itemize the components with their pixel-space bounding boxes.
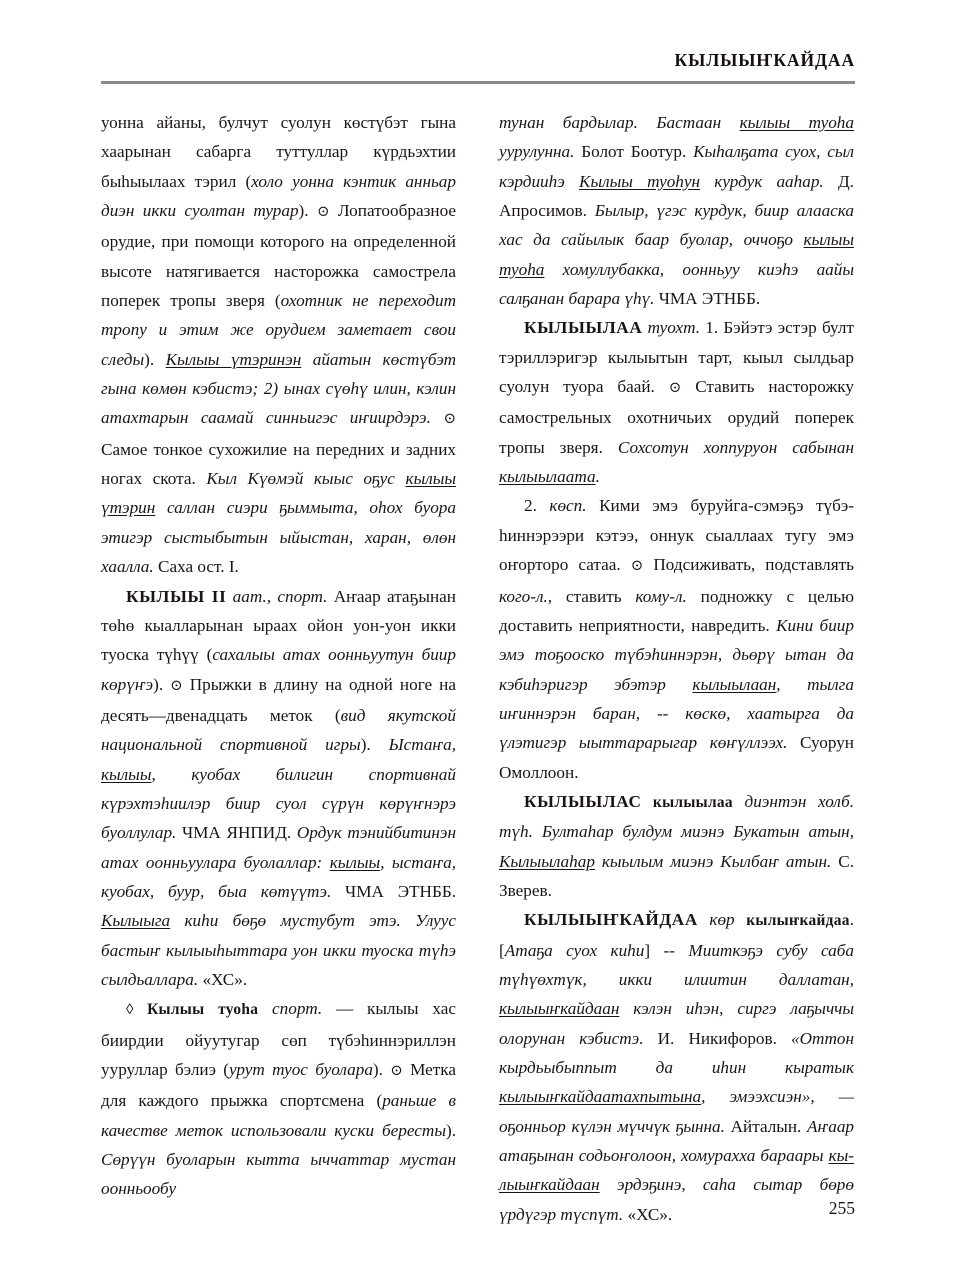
cited-form: кылыы үтэрин — [101, 469, 456, 518]
header-divider-rule — [101, 81, 855, 84]
definition-text: уонна айаны, булчут суолун көстүбэт гына хаарынан сабарга туттуллар күрдьэхтии быһыылаах тэрил ( — [101, 113, 456, 191]
example-text: туохт. — [642, 318, 701, 338]
headword-reference: кылыҥкайдаа — [746, 912, 850, 930]
headword: КЫЛЫЫ II — [126, 586, 227, 606]
cited-form: кылыы — [101, 764, 152, 784]
example-text: кого-л. — [499, 586, 548, 606]
definition-text: ЧМА ЭТНББ. — [654, 289, 761, 309]
sense-marker-icon: ⊙ — [630, 558, 644, 575]
definition-text: ). — [445, 1120, 456, 1140]
cited-form: Кылыы үтэринэн — [165, 349, 302, 369]
definition-text: «ХС». — [198, 969, 248, 989]
definition-text: «ХС». — [623, 1204, 673, 1224]
sense-marker-icon: ⊙ — [390, 1063, 403, 1079]
example-text: диэнтэн холб. түһ. Бултаһар булдум миэнэ Букатын атын, — [499, 791, 855, 842]
sense-marker-icon: ⊙ — [668, 380, 682, 397]
example-text: Ордук тэнийбитинэн атах оонньуулара буолаллар: — [101, 823, 456, 872]
example-text: урут туос буолара — [229, 1060, 373, 1079]
example-text: Кини биир эмэ тоҕооско түбэһиннэрэн, дьөрү ытан да кэбиһэригэр эбэтэр — [499, 615, 854, 694]
definition-text: Болот Боотур. — [574, 142, 694, 162]
headword-reference: кылыылаа — [641, 793, 733, 811]
sense-marker-icon: ⊙ — [316, 204, 330, 221]
definition-text: И. Никифоров. — [643, 1028, 792, 1048]
example-text: , ыстаҥа, куобах, буур, быа көтүүтэ. — [101, 852, 456, 901]
definition-text: Айталын. — [724, 1116, 808, 1136]
example-text: спорт. — [258, 999, 323, 1019]
example-text: Мииткэҕэ субу саба түһүөхтүк, икки илиитин даллатан, — [499, 940, 854, 989]
sense-marker-icon: ⊙ — [443, 411, 457, 428]
entry-paragraph — [499, 313, 854, 491]
cited-form: Кылыыга — [101, 911, 171, 931]
entry-paragraph — [499, 787, 854, 905]
entry-paragraph — [101, 108, 456, 582]
example-text: кыылым миэнэ Кылбаҥ атын. — [594, 851, 832, 871]
cited-form: кылыы туоһа — [739, 113, 854, 132]
running-header-title: КЫЛЫЫҤКАЙДАА — [674, 50, 855, 70]
definition-text: , ставить — [547, 586, 636, 606]
entry-paragraph — [499, 108, 854, 313]
definition-text: — кылыы хас биирдии ойуутугар сөп түбэһиннэриллэн ууруллар бэлиэ ( — [101, 999, 456, 1079]
example-text: эрдэҕинэ, саһа сытар бөрө үрдүгэр түспүт. — [499, 1175, 854, 1224]
cited-form: кылыыҥкайдаатахпытына — [499, 1087, 702, 1107]
definition-text: ЧМА ЭТНББ. — [331, 881, 456, 901]
example-text: тунан бардылар. Бастаан — [499, 113, 740, 132]
cited-form: кылыы — [329, 852, 381, 872]
headword: КЫЛЫЫЛАА — [524, 318, 643, 338]
cited-form: кылыылаата — [499, 467, 596, 487]
definition-text: ). — [372, 1060, 391, 1079]
example-text: , тылга иҥиннэрэн баран, -- көскө, хаатырга да үлэтигэр ыыттарарыгар көҥүллээх. — [499, 674, 854, 753]
phrase-marker-icon: ◊ — [126, 1002, 134, 1019]
example-text: , эмээхсиэн», — оҕонньор күлэн мүччүк ҕынна. — [499, 1087, 854, 1136]
example-text: «Оттон кырдьыбыппыт да иһин кыратык — [499, 1028, 854, 1077]
definition-text: Суорун Омоллоон. — [499, 733, 854, 782]
cited-form: Кылыылаһар — [499, 851, 595, 871]
definition-text: Лопатообразное орудие, при помощи которого на определенной высоте натягивается насторожка самострела поперек тропы зверя ( — [101, 201, 456, 311]
example-text: , куобах билигин спортивнай күрэхтэһиилэр биир суол сүрүн көрүҥнэрэ буоллулар. — [101, 764, 456, 843]
definition-text: Аҥаар атаҕынан төһө кыалларынан ыраах ойон уон-уон икки туоска түһүү ( — [101, 586, 456, 665]
example-text: Сохсотун хоппуруон сабынан — [617, 437, 854, 457]
definition-text: 1. Бэйэтэ эстэр булт тэриллэригэр кылыытын тарт, кыыл сылдьар суолун туора баай. — [499, 318, 854, 397]
example-text: сахалыы атах оонньуутун биир көрүҥэ — [101, 645, 456, 694]
example-text: хомуллубакка, оонньуу киэһэ аайы салҕанан барара үһү. — [499, 259, 854, 309]
definition-text: ). — [360, 735, 389, 755]
headword-reference: Кылыы туоһа — [133, 1001, 259, 1019]
headword: КЫЛЫЫЛАС — [524, 791, 642, 811]
example-text: Кыл Күөмэй кыыс оҕус — [206, 469, 406, 489]
example-text: кэлэн иһэн, сиргэ лаҕыччы олорунан кэбистэ. — [499, 999, 854, 1048]
running-header — [101, 50, 855, 86]
definition-text: . [ — [499, 910, 854, 960]
definition-text: ЧМА ЯНПИД. — [176, 823, 297, 843]
cited-form: кылыылаан — [692, 674, 777, 694]
example-text: кому-л. — [635, 586, 687, 606]
definition-text: С. Зверев. — [499, 851, 855, 900]
definition-text: Саха ост. I. — [153, 557, 239, 577]
definition-text: Подсиживать, подставлять — [643, 555, 854, 575]
example-text: охотник не переходит тропу и этим же орудием заметает свои следы — [101, 291, 456, 369]
example-text: киһи бөҕө мустубут этэ. Улуус бастыҥ кылыыһыттара уон икки туоска түһэ сылдьаллара. — [101, 911, 456, 989]
cited-form: кылыы туоһа — [499, 230, 854, 279]
right-column — [499, 108, 854, 1229]
example-text: вид якутской национальной спортивной игры — [101, 705, 456, 755]
definition-text: Ставить насторожку самострельных охотничьих орудий поперек тропы зверя. — [499, 377, 854, 457]
definition-text: ). — [153, 674, 171, 694]
entry-paragraph — [101, 994, 456, 1203]
definition-text: Прыжки в длину на одной ноге на десять—двенадцать меток ( — [101, 674, 456, 725]
example-text: уурулунна. — [499, 142, 575, 162]
definition-text: Д. Апросимов. — [499, 171, 854, 221]
example-text: Кыһалҕата суох, сыл кэрдииһэ — [499, 142, 854, 191]
page-number: 255 — [828, 1198, 855, 1218]
definition-text: подножку с целью доставить неприятности, навредить. — [499, 586, 854, 635]
definition-text: 2. — [524, 496, 550, 516]
entry-paragraph — [499, 905, 854, 1229]
example-text: саллан сиэри ҕыммыта, оһох буора этигэр сыстыбытын ыйыстан, харан, өлөн хаалла. — [101, 498, 456, 577]
definition-text: ] -- — [644, 940, 689, 960]
example-text: көр — [697, 910, 747, 930]
example-text: айатын көстүбэт гына көмөн кэбистэ; 2) ынах сүөһү илин, кэлин атахтарын саамай синньигэс иҥиирдэрэ. — [101, 349, 457, 428]
left-column — [101, 108, 456, 1229]
example-text: раньше в качестве меток использовали куски бересты — [101, 1091, 456, 1140]
definition-text — [431, 408, 444, 427]
definition-text: Метка для каждого прыжка спортсмена ( — [101, 1060, 456, 1111]
example-text: . — [595, 467, 600, 487]
example-text: Ыстаҥа, — [388, 735, 456, 755]
cited-form: Кылыы туоһун — [579, 171, 701, 191]
example-text: холо уонна кэнтик анньар диэн икки суолтан турар — [101, 171, 456, 221]
sense-marker-icon: ⊙ — [170, 677, 183, 694]
example-text: Былыр, үгэс курдук, биир алааска хас да сайылык баар буолар, оччоҕо — [499, 201, 854, 250]
entry-paragraph — [101, 582, 456, 995]
definition-text: Кими эмэ буруйга-сэмэҕэ түбэһиннэрээри кэтээ, оннук сыаллаах тугу эмэ оҥорторо сатаа. — [499, 496, 855, 575]
definition-text: ). — [298, 201, 317, 221]
entry-paragraph — [499, 491, 854, 786]
headword: КЫЛЫЫҤКАЙДАА — [524, 910, 698, 930]
cited-form: кылыыҥкайдаан — [499, 999, 620, 1019]
cited-form: кылыыҥкайдаан — [499, 1146, 854, 1195]
example-text: аат., спорт. — [226, 586, 328, 606]
text-columns — [101, 108, 855, 1229]
example-text: көсп. — [549, 496, 587, 516]
example-text: Сөрүүн буоларын кытта ыччаттар мустан оонньообу — [101, 1150, 456, 1199]
example-text: Аҥаар атаҕынан содьоҥолоон, хомурахха бараары — [499, 1116, 855, 1166]
example-text: Атаҕа суох киһи — [504, 940, 645, 960]
definition-text: ). — [144, 349, 166, 369]
definition-text: Самое тонкое сухожилие на передних и задних ногах скота. — [101, 439, 456, 489]
example-text: курдук ааһар. — [700, 171, 824, 191]
